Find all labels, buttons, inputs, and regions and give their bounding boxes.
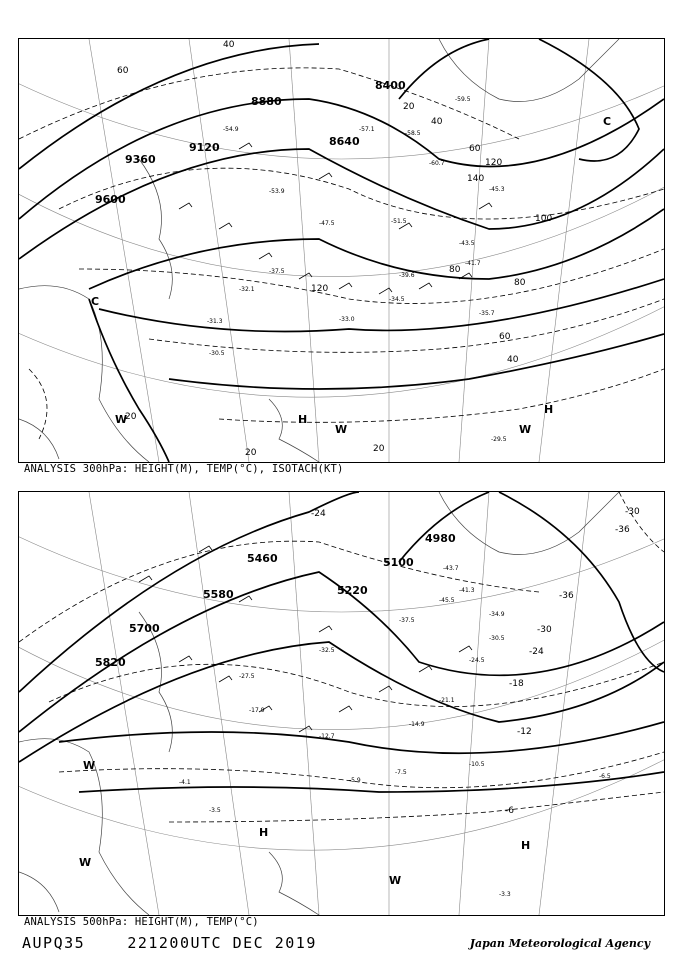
cold-center-marker: C xyxy=(603,115,612,128)
map-300hpa-canvas xyxy=(19,39,664,462)
map-500hpa-canvas xyxy=(19,492,664,915)
temp-sample: -45.5 xyxy=(439,597,455,604)
graticule xyxy=(19,492,664,915)
height-label: 5580 xyxy=(203,588,234,601)
map-caption-500hpa: ANALYSIS 500hPa: HEIGHT(M), TEMP(°C) xyxy=(24,916,259,928)
temp-sample: -32.1 xyxy=(239,286,255,293)
height-label: 9120 xyxy=(189,141,220,154)
map-panel-300hpa xyxy=(18,38,665,463)
temp-sample: -5.9 xyxy=(349,777,361,784)
isotach-label: 40 xyxy=(431,117,443,127)
temp-sample: -21.1 xyxy=(439,697,455,704)
map-panel-500hpa xyxy=(18,491,665,916)
height-label: 8880 xyxy=(251,95,282,108)
height-contours xyxy=(19,39,664,462)
temp-contour-label: -30 xyxy=(537,625,552,635)
height-label: 5700 xyxy=(129,622,160,635)
height-label: 5220 xyxy=(337,584,368,597)
isotach-label: 20 xyxy=(125,412,137,422)
height-label: 9360 xyxy=(125,153,156,166)
temp-sample: -27.5 xyxy=(239,673,255,680)
temp-sample: -41.3 xyxy=(459,587,475,594)
temp-sample: -17.9 xyxy=(249,707,265,714)
isotach-label: 60 xyxy=(469,144,481,154)
isotach-label: 40 xyxy=(223,40,235,50)
isotach-label: 20 xyxy=(245,448,257,458)
temp-sample: -37.5 xyxy=(269,268,285,275)
temp-sample: -45.3 xyxy=(489,186,505,193)
high-center-marker: H xyxy=(298,413,308,426)
isotach-label: 60 xyxy=(117,66,129,76)
warm-center-marker: W xyxy=(79,856,92,869)
warm-center-marker: W xyxy=(335,423,348,436)
temp-sample: -59.5 xyxy=(455,96,471,103)
isotach-label: 100 xyxy=(535,214,553,224)
height-label: 5460 xyxy=(247,552,278,565)
temp-sample: -29.5 xyxy=(491,436,507,443)
temp-sample: -58.5 xyxy=(405,130,421,137)
temp-sample: -43.7 xyxy=(443,565,459,572)
warm-center-marker: W xyxy=(519,423,532,436)
height-label: 8640 xyxy=(329,135,360,148)
isotach-label: 80 xyxy=(514,278,526,288)
height-label: 5820 xyxy=(95,656,126,669)
temp-sample: -10.5 xyxy=(469,761,485,768)
temp-contour-label: -30 xyxy=(625,507,640,517)
high-center-marker: H xyxy=(544,403,554,416)
temp-contour-label: -24 xyxy=(311,509,326,519)
warm-center-marker: W xyxy=(389,874,402,887)
graticule xyxy=(19,39,664,462)
temp-contour-label: -12 xyxy=(517,727,532,737)
isotach-label: 60 xyxy=(499,332,511,342)
map-caption-300hpa: ANALYSIS 300hPa: HEIGHT(M), TEMP(°C), ISOTACH(KT) xyxy=(24,463,344,475)
temp-contour-label: -6 xyxy=(505,806,514,816)
isotach-label: 20 xyxy=(403,102,415,112)
temp-sample: -35.7 xyxy=(479,310,495,317)
temp-sample: -30.5 xyxy=(209,350,225,357)
wind-barbs xyxy=(139,546,472,732)
temp-sample: -7.5 xyxy=(395,769,407,776)
isotach-label: 40 xyxy=(507,355,519,365)
temp-sample: -51.5 xyxy=(391,218,407,225)
temp-sample: -60.7 xyxy=(429,160,445,167)
product-code: AUPQ35 xyxy=(22,934,86,952)
agency-credit: Japan Meteorological Agency xyxy=(469,937,650,950)
temperature-contours xyxy=(19,68,664,439)
temp-sample: -37.5 xyxy=(399,617,415,624)
temp-sample: -39.6 xyxy=(399,272,415,279)
temp-sample: -53.9 xyxy=(269,188,285,195)
temp-sample: -41.7 xyxy=(465,260,481,267)
temp-sample: -32.5 xyxy=(319,647,335,654)
isotach-label: 140 xyxy=(467,174,485,184)
isotach-label: 120 xyxy=(485,158,503,168)
temp-sample: -54.9 xyxy=(223,126,239,133)
temp-sample: -3.3 xyxy=(499,891,511,898)
temp-sample: -31.3 xyxy=(207,318,223,325)
cold-center-marker: C xyxy=(91,295,100,308)
warm-center-marker: W xyxy=(115,413,128,426)
temp-sample: -34.9 xyxy=(489,611,505,618)
high-center-marker: H xyxy=(259,826,269,839)
temp-contour-label: -18 xyxy=(509,679,524,689)
valid-datetime: 221200UTC DEC 2019 xyxy=(127,934,317,952)
temp-sample: -33.0 xyxy=(339,316,355,323)
coastlines xyxy=(19,39,619,462)
height-label: 8400 xyxy=(375,79,406,92)
wind-barbs xyxy=(179,143,492,294)
temp-sample: -14.9 xyxy=(409,721,425,728)
height-label: 9600 xyxy=(95,193,126,206)
temp-sample: -24.5 xyxy=(469,657,485,664)
temp-sample: -6.5 xyxy=(599,773,611,780)
temp-sample: -34.5 xyxy=(389,296,405,303)
temp-sample: -30.5 xyxy=(489,635,505,642)
temp-contour-label: -36 xyxy=(559,591,574,601)
isotach-label: 120 xyxy=(311,284,329,294)
temp-sample: -12.7 xyxy=(319,733,335,740)
temp-sample: -3.5 xyxy=(209,807,221,814)
warm-center-marker: W xyxy=(83,759,96,772)
height-label: 5100 xyxy=(383,556,414,569)
temp-sample: -47.5 xyxy=(319,220,335,227)
temp-contour-label: -36 xyxy=(615,525,630,535)
isotach-label: 20 xyxy=(373,444,385,454)
isotach-label: 80 xyxy=(449,265,461,275)
height-label: 4980 xyxy=(425,532,456,545)
temp-sample: -43.5 xyxy=(459,240,475,247)
high-center-marker: H xyxy=(521,839,531,852)
temp-sample: -4.1 xyxy=(179,779,191,786)
temp-contour-label: -24 xyxy=(529,647,544,657)
height-contours xyxy=(19,492,664,792)
chart-id-footer xyxy=(22,934,317,952)
temp-sample: -57.1 xyxy=(359,126,375,133)
